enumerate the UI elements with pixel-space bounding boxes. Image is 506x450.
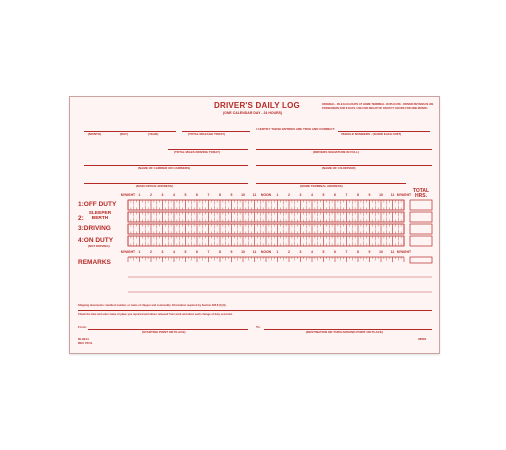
- hour-label-bottom: 3: [161, 250, 164, 254]
- hour-label-bottom: 7: [345, 250, 348, 254]
- field-month[interactable]: (MONTH): [88, 132, 101, 136]
- row-label-not-driving: (NOT DRIVING): [88, 244, 110, 248]
- shipping-line: [78, 310, 432, 311]
- hour-label-top: 7: [345, 193, 348, 197]
- starting-point-label[interactable]: (STARTING POINT OR PLACE): [142, 330, 186, 334]
- shipping-note: Shipping documents: manifest number, or name of shipper and commodity. Information required by Section 395.8 (f) (6).: [78, 304, 227, 307]
- hour-label-top: 4: [173, 193, 175, 197]
- hour-label-top: 3: [299, 193, 302, 197]
- hour-label-top: 2: [150, 193, 152, 197]
- catalog-number: #8081: [418, 337, 427, 341]
- hour-label-top: 9: [368, 193, 371, 197]
- hour-label-top: 11: [252, 193, 257, 197]
- remarks-label: REMARKS: [78, 259, 111, 266]
- hour-label-bottom: 5: [322, 250, 325, 254]
- hour-label-bottom: 10: [379, 250, 383, 254]
- drivers-daily-log-form: [69, 96, 440, 354]
- hour-label-bottom: 3: [299, 250, 302, 254]
- field-carrier[interactable]: (NAME OF CARRIER OR CARRIERS): [138, 166, 191, 170]
- hour-label-top: 6: [334, 193, 336, 197]
- hour-label-bottom: 11: [390, 250, 395, 254]
- hour-label-top: 9: [230, 193, 233, 197]
- hour-label-top: 8: [357, 193, 359, 197]
- hour-label-bottom: 8: [219, 250, 221, 254]
- hours-grid[interactable]: [70, 97, 441, 355]
- certify-text: I CERTIFY THESE ENTRIES ARE TRUE AND CORRECT:: [256, 127, 335, 131]
- destination-label[interactable]: (DESTINATION OR TURN AROUND POINT OR PLACE): [306, 330, 383, 334]
- hour-label-bottom: 10: [241, 250, 245, 254]
- row-label-on-duty: 4:ON DUTY: [78, 237, 114, 244]
- hour-label-bottom: NOON: [260, 250, 272, 254]
- hour-label-top: 7: [207, 193, 210, 197]
- hour-label-bottom: M'NIGHT: [120, 250, 136, 254]
- hour-label-bottom: 5: [184, 250, 187, 254]
- hour-label-top: 8: [219, 193, 221, 197]
- hour-label-bottom: M'NIGHT: [396, 250, 412, 254]
- hour-label-bottom: 4: [311, 250, 313, 254]
- hour-label-bottom: 6: [196, 250, 198, 254]
- hour-label-top: 1: [138, 193, 141, 197]
- hour-label-top: 5: [184, 193, 187, 197]
- field-main-office[interactable]: (MAIN OFFICE ADDRESS): [136, 184, 173, 188]
- hour-label-bottom: 7: [207, 250, 210, 254]
- hour-label-top: 10: [379, 193, 383, 197]
- total-hours-box-3: [410, 224, 432, 234]
- hour-label-bottom: 8: [357, 250, 359, 254]
- hour-label-top: M'NIGHT: [120, 193, 136, 197]
- form-code: DL9914: [78, 337, 89, 341]
- hour-label-bottom: 1: [276, 250, 279, 254]
- field-vehicle-numbers[interactable]: VEHICLE NUMBERS - (SHOW EACH UNIT): [341, 132, 402, 136]
- row-label-sleeper-berth: SLEEPER BERTH: [88, 211, 112, 221]
- copy-instructions: ORIGINAL - FILE EACH DATE AT HOME TERMINAL. DUPLICATE - DRIVER RETAINS IN HIS POSSESSION FOR 8 DAYS. USE FOR RECAP OF ON DUTY HOURS FOR ONE MONTH.: [322, 103, 434, 110]
- hour-label-bottom: 2: [150, 250, 152, 254]
- hour-label-top: 2: [288, 193, 290, 197]
- total-hours-box-sum: [410, 257, 432, 263]
- hour-label-bottom: 2: [288, 250, 290, 254]
- form-title: DRIVER'S DAILY LOG: [214, 101, 300, 110]
- hour-label-bottom: 11: [252, 250, 257, 254]
- hour-label-bottom: 6: [334, 250, 336, 254]
- hour-label-top: M'NIGHT: [396, 193, 412, 197]
- total-hrs-label: TOTAL HRS.: [412, 188, 430, 199]
- from-label: From:: [78, 325, 87, 329]
- field-home-terminal[interactable]: (HOME TERMINAL ADDRESS): [300, 184, 343, 188]
- enter-note: Check the time and enter name of place you reported and where released from work and when each change of duty occurred.: [78, 313, 233, 316]
- field-day[interactable]: (DAY): [120, 132, 129, 136]
- hour-label-top: 3: [161, 193, 164, 197]
- field-total-mileage[interactable]: (TOTAL MILEAGE TODAY): [188, 132, 226, 136]
- hour-label-bottom: 1: [138, 250, 141, 254]
- field-co-driver[interactable]: (NAME OF CO-DRIVER): [322, 166, 356, 170]
- total-hours-box-1: [410, 200, 432, 210]
- field-total-miles-driving[interactable]: (TOTAL MILES DRIVING TODAY): [174, 150, 221, 154]
- hour-label-bottom: 9: [368, 250, 371, 254]
- to-label: To:: [256, 325, 261, 329]
- hour-label-bottom: 9: [230, 250, 233, 254]
- hour-label-top: NOON: [260, 193, 272, 197]
- form-subtitle: (ONE CALENDAR DAY - 24 HOURS): [223, 111, 283, 115]
- row-label-driving: 3:DRIVING: [78, 225, 111, 232]
- hour-label-top: 11: [390, 193, 395, 197]
- hour-label-top: 10: [241, 193, 245, 197]
- hour-label-top: 6: [196, 193, 198, 197]
- hour-label-top: 1: [276, 193, 279, 197]
- form-revision: REV 07/11: [78, 341, 93, 345]
- hour-label-top: 4: [311, 193, 313, 197]
- field-signature[interactable]: (DRIVERS SIGNATURE IN FULL): [313, 150, 359, 154]
- total-hours-box-2: [410, 212, 432, 222]
- hour-label-top: 5: [322, 193, 325, 197]
- row-label-sleeper-num: 2:: [78, 215, 84, 222]
- field-year[interactable]: (YEAR): [148, 132, 159, 136]
- total-hours-box-4: [410, 236, 432, 246]
- hour-label-bottom: 4: [173, 250, 175, 254]
- row-label-off-duty: 1:OFF DUTY: [78, 201, 117, 208]
